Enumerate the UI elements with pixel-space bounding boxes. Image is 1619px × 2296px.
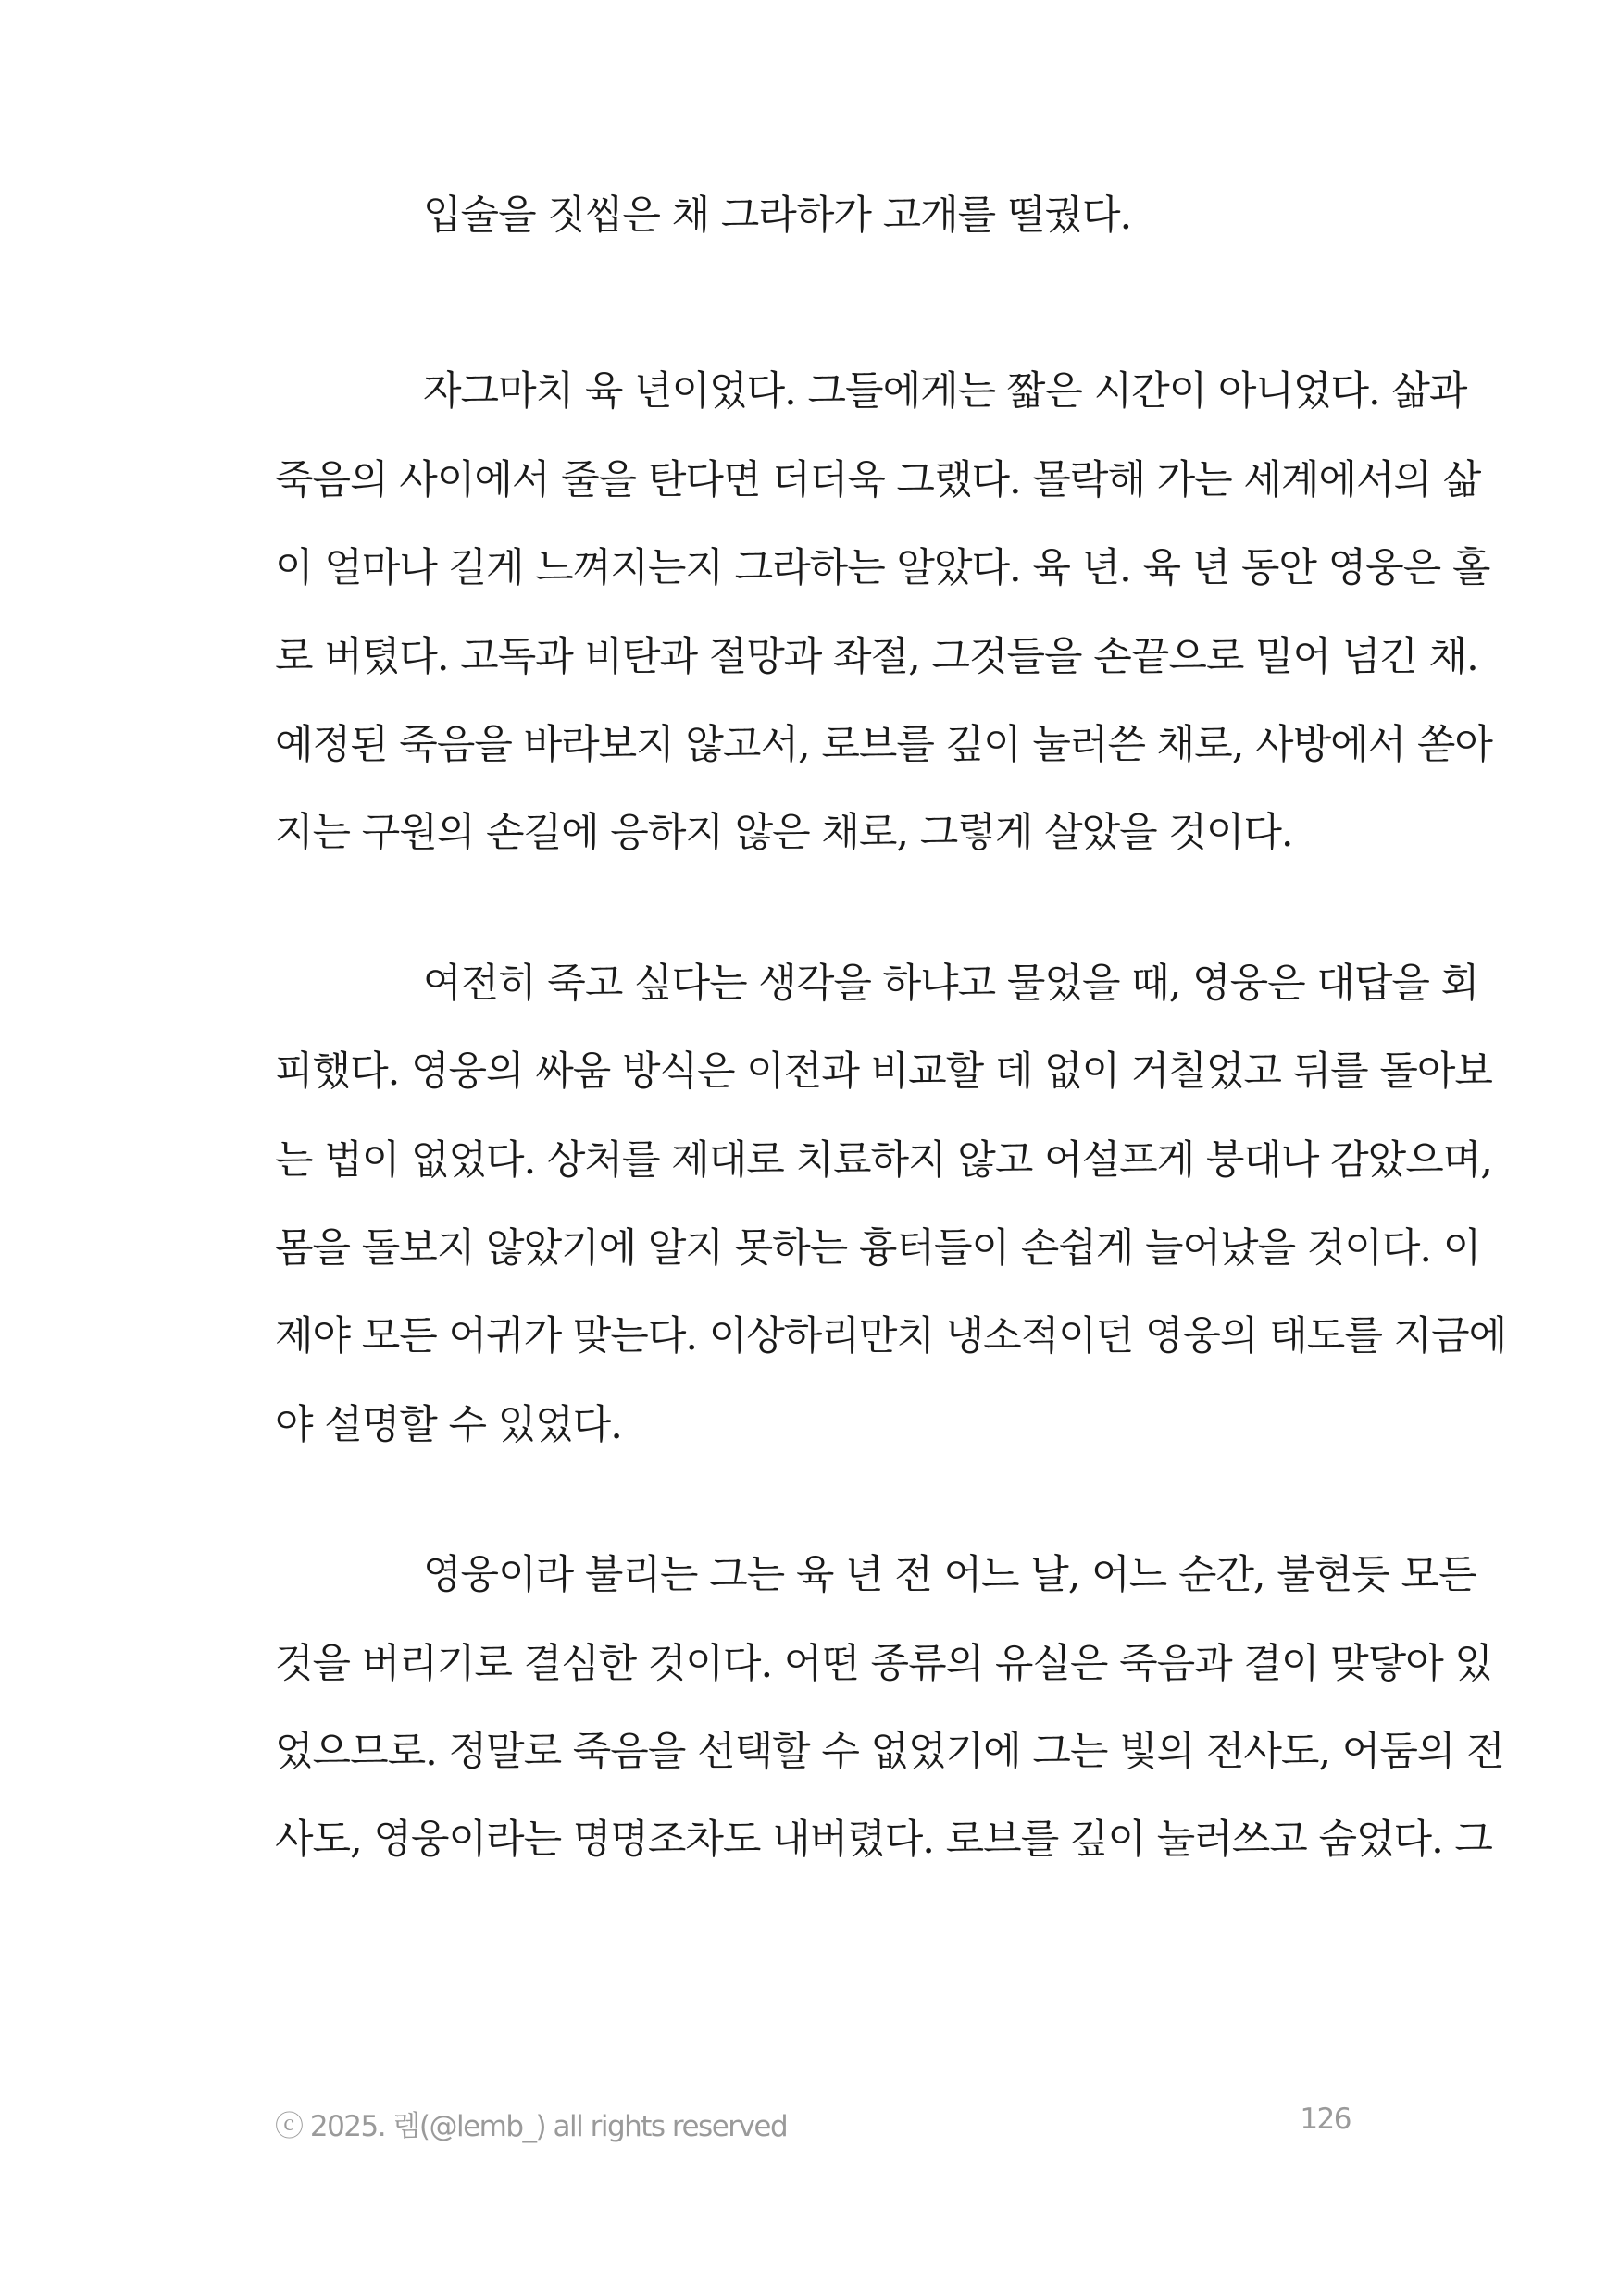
paragraph-1-line-1: 입술을 짓씹은 채 그라하가 고개를 떨궜다. [423, 192, 1132, 239]
paragraph-4-line-4: 사도, 영웅이라는 명명조차도 내버렸다. 로브를 깊이 눌러쓰고 숨었다. 그 [275, 1817, 1492, 1863]
paragraph-2-line-5: 예정된 죽음을 바라보지 않고서, 로브를 깊이 눌러쓴 채로, 사방에서 쏟아 [275, 722, 1492, 768]
paragraph-4-line-2: 것을 버리기로 결심한 것이다. 어떤 종류의 유실은 죽음과 결이 맞닿아 있 [275, 1641, 1492, 1687]
paragraph-4-line-3: 었으므로. 정말로 죽음을 선택할 수 없었기에 그는 빛의 전사도, 어둠의 전 [275, 1729, 1504, 1775]
paragraph-2-line-6: 지는 구원의 손길에 응하지 않은 채로, 그렇게 살았을 것이다. [275, 810, 1293, 856]
paragraph-3-line-6: 야 설명할 수 있었다. [275, 1402, 622, 1448]
paragraph-4-line-1: 영웅이라 불리는 그는 육 년 전 어느 날, 어느 순간, 불현듯 모든 [423, 1552, 1476, 1598]
paragraph-3-line-4: 몸을 돌보지 않았기에 알지 못하는 흉터들이 손쉽게 늘어났을 것이다. 이 [275, 1225, 1481, 1272]
paragraph-3-line-5: 제야 모든 어귀가 맞는다. 이상하리만치 냉소적이던 영웅의 태도를 지금에 [275, 1313, 1507, 1359]
paragraph-2-line-3: 이 얼마나 길게 느껴지는지 그라하는 알았다. 육 년. 육 년 동안 영웅은 홀 [275, 545, 1490, 591]
paragraph-3-line-1: 여전히 죽고 싶다는 생각을 하냐고 물었을 때, 영웅은 대답을 회 [423, 961, 1479, 1007]
paragraph-2-line-1: 자그마치 육 년이었다. 그들에게는 짧은 시간이 아니었다. 삶과 [423, 368, 1467, 415]
page-number: 126 [1300, 2103, 1351, 2136]
paragraph-3-line-2: 피했다. 영웅의 싸움 방식은 이전과 비교할 데 없이 거칠었고 뒤를 돌아보 [275, 1049, 1492, 1095]
paragraph-2-line-4: 로 버텼다. 고독과 비탄과 절망과 좌절, 그것들을 손끝으로 밀어 넘긴 채. [275, 634, 1478, 680]
copyright-notice: ⓒ 2025. 렘(@lemb_) all rights reserved [275, 2110, 788, 2143]
paragraph-3-line-3: 는 법이 없었다. 상처를 제대로 치료하지 않고 어설프게 붕대나 감았으며, [275, 1137, 1492, 1184]
paragraph-2-line-2: 죽음의 사이에서 줄을 탄다면 더더욱 그랬다. 몰락해 가는 세계에서의 삶 [275, 457, 1481, 503]
